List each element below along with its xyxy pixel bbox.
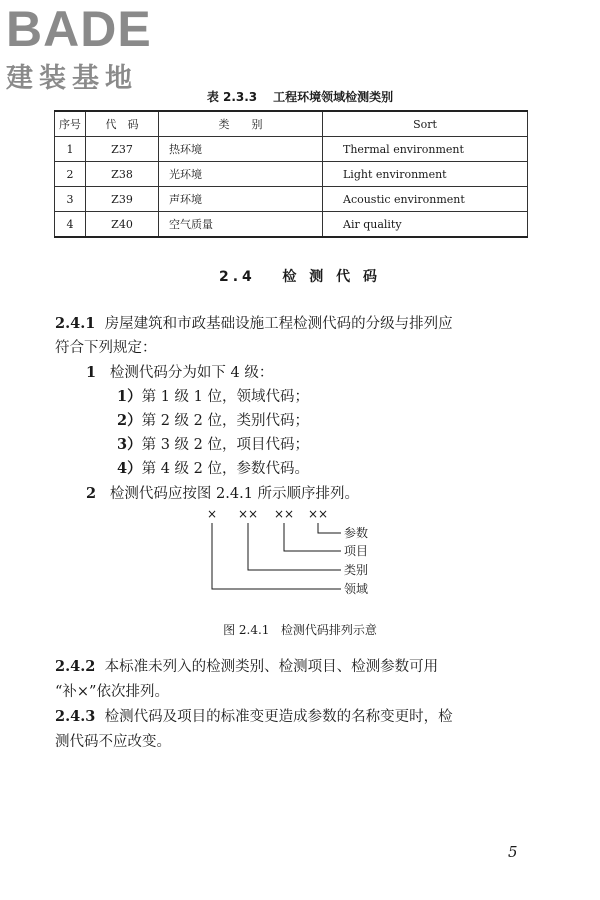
- cell-category: 热环境: [159, 137, 323, 162]
- table-number: 表 2.3.3: [206, 90, 258, 104]
- header-code: 代 码: [86, 111, 159, 137]
- cell-no: 3: [55, 187, 86, 212]
- subitem-number: 4）: [117, 460, 142, 477]
- clause-243-line2: 测代码不应改变。: [55, 734, 171, 750]
- code-level-2: ××: [237, 507, 259, 521]
- connector-category: [248, 523, 341, 570]
- cell-category: 空气质量: [159, 212, 323, 238]
- cell-code: Z38: [86, 162, 159, 187]
- subitem-1: [117, 385, 309, 406]
- item-text: 检测代码应按图 2.4.1 所示顺序排列。: [109, 486, 360, 502]
- cell-no: 4: [55, 212, 86, 238]
- clause-number: 2.4.2: [55, 658, 96, 675]
- section-number: 2.4: [218, 269, 256, 285]
- logo-text-en: BADE: [6, 1, 152, 57]
- cell-no: 2: [55, 162, 86, 187]
- table-row: [55, 187, 528, 212]
- table-row: [55, 162, 528, 187]
- logo-text-cn: 建装基地: [6, 63, 138, 94]
- header-no: 序号: [55, 111, 86, 137]
- subitem-text: 第 2 级 2 位，类别代码；: [141, 413, 309, 429]
- code-level-3: ××: [273, 507, 295, 521]
- table-caption: [0, 88, 600, 105]
- cell-code: Z40: [86, 212, 159, 238]
- figure-caption: [0, 621, 600, 638]
- label-item: 项目: [344, 544, 369, 558]
- connector-parameter: [318, 523, 341, 533]
- table-header-row: [55, 111, 528, 137]
- section-heading: [0, 266, 600, 286]
- cell-no: 1: [55, 137, 86, 162]
- cell-code: Z37: [86, 137, 159, 162]
- item-number: 1: [86, 364, 97, 381]
- cell-sort: Thermal environment: [323, 137, 528, 162]
- item-1: [86, 361, 273, 382]
- table-row: [55, 212, 528, 238]
- logo: [6, 1, 152, 95]
- clause-241-line1: [55, 312, 453, 333]
- cell-code: Z39: [86, 187, 159, 212]
- header-category: 类 别: [159, 111, 323, 137]
- code-level-1: ×: [206, 507, 218, 521]
- clause-242-line1: [55, 655, 438, 676]
- classification-table: [54, 110, 528, 238]
- header-sort: Sort: [323, 111, 528, 137]
- clause-text: 检测代码及项目的标准变更造成参数的名称变更时，检: [104, 709, 453, 725]
- item-text: 检测代码分为如下 4 级：: [109, 365, 274, 381]
- section-title: 检 测 代 码: [282, 269, 382, 285]
- table-row: [55, 137, 528, 162]
- page-number: 5: [508, 843, 518, 861]
- item-2: [86, 482, 359, 503]
- code-level-4: ××: [307, 507, 329, 521]
- cell-category: 光环境: [159, 162, 323, 187]
- clause-242-line2: “补×”依次排列。: [55, 684, 169, 700]
- label-category: 类别: [344, 563, 369, 577]
- label-domain: 领域: [344, 582, 369, 596]
- cell-sort: Light environment: [323, 162, 528, 187]
- code-order-diagram: [200, 505, 390, 601]
- subitem-2: [117, 409, 309, 430]
- cell-sort: Acoustic environment: [323, 187, 528, 212]
- clause-text: 房屋建筑和市政基础设施工程检测代码的分级与排列应: [104, 316, 453, 332]
- figure-number: 图 2.4.1: [223, 623, 270, 637]
- subitem-4: [117, 457, 309, 478]
- clause-number: 2.4.3: [55, 708, 96, 725]
- subitem-number: 1）: [117, 388, 142, 405]
- clause-243-line1: [55, 705, 453, 726]
- table-title: 工程环境领域检测类别: [273, 90, 394, 104]
- clause-text: 本标准未列入的检测类别、检测项目、检测参数可用: [104, 659, 439, 675]
- cell-category: 声环境: [159, 187, 323, 212]
- item-number: 2: [86, 485, 97, 502]
- figure-title: 检测代码排列示意: [280, 623, 377, 637]
- subitem-text: 第 4 级 2 位，参数代码。: [141, 461, 309, 477]
- subitem-number: 2）: [117, 412, 142, 429]
- subitem-number: 3）: [117, 436, 142, 453]
- subitem-3: [117, 433, 309, 454]
- clause-number: 2.4.1: [55, 315, 96, 332]
- clause-241-line2: 符合下列规定：: [55, 340, 157, 356]
- connector-item: [284, 523, 341, 551]
- cell-sort: Air quality: [323, 212, 528, 238]
- label-parameter: 参数: [344, 526, 369, 540]
- subitem-text: 第 3 级 2 位，项目代码；: [141, 437, 309, 453]
- subitem-text: 第 1 级 1 位，领域代码；: [141, 389, 309, 405]
